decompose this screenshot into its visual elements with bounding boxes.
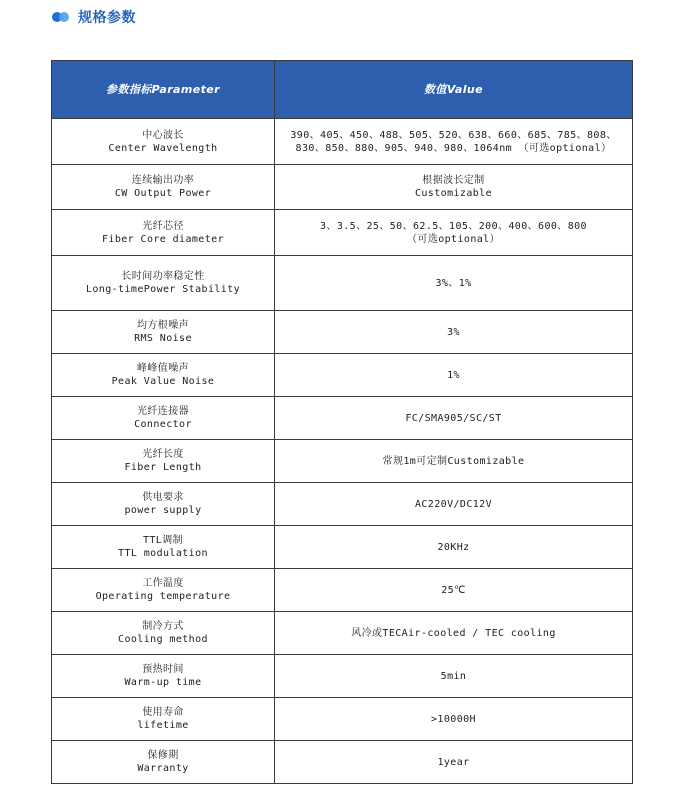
table-row [52, 741, 633, 784]
parameter-name-en: Center Wavelength [108, 142, 218, 154]
parameter-name-en: Fiber Length [124, 462, 202, 473]
parameter-name-cn: 工作温度 [142, 578, 184, 589]
table-row [52, 210, 633, 256]
parameter-name-cn: 均方根噪声 [137, 320, 189, 331]
parameter-name-en: Warranty [137, 763, 189, 774]
value-cell: 根据波长定制 Customizable [275, 165, 633, 210]
table-row [52, 119, 633, 165]
parameter-cell [52, 354, 275, 397]
parameter-name-cn: 供电要求 [142, 492, 184, 503]
parameter-name-en: CW Output Power [114, 188, 212, 199]
parameter-name-cn: TTL调制 [142, 535, 184, 546]
value-cell: 3% [275, 311, 633, 354]
table-row [52, 569, 633, 612]
parameter-cell [52, 119, 275, 165]
header-parameter: 参数指标Parameter [52, 61, 275, 119]
table-row [52, 354, 633, 397]
parameter-name-cn: 峰峰值噪声 [137, 363, 189, 374]
parameter-name-en: Long-timePower Stability [85, 284, 241, 295]
value-cell: 常规1m可定制Customizable [275, 440, 633, 483]
parameter-name-cn: 中心波长 [142, 129, 184, 141]
value-cell: 风冷或TECAir-cooled / TEC cooling [275, 612, 633, 655]
parameter-cell [52, 165, 275, 210]
parameter-cell [52, 612, 275, 655]
parameter-cell [52, 210, 275, 256]
table-row [52, 165, 633, 210]
parameter-cell [52, 569, 275, 612]
parameter-name-en: Fiber Core diameter [102, 233, 224, 245]
table-header-row [52, 61, 633, 119]
parameter-name-en: Warm-up time [124, 677, 202, 688]
value-cell: 3%、1% [275, 256, 633, 311]
parameter-cell [52, 256, 275, 311]
table-row [52, 440, 633, 483]
spec-table-body [52, 119, 633, 784]
table-row [52, 397, 633, 440]
parameter-name-cn: 光纤长度 [142, 449, 184, 460]
parameter-cell [52, 698, 275, 741]
section-title: 规格参数 [78, 10, 136, 26]
double-dot-bullet-icon [52, 11, 72, 23]
table-row [52, 655, 633, 698]
value-cell: >10000H [275, 698, 633, 741]
value-cell: FC/SMA905/SC/ST [275, 397, 633, 440]
parameter-cell [52, 741, 275, 784]
value-cell: 25℃ [275, 569, 633, 612]
table-row [52, 698, 633, 741]
parameter-cell [52, 526, 275, 569]
parameter-name-en: RMS Noise [134, 333, 192, 344]
parameter-cell [52, 655, 275, 698]
spec-table [51, 60, 633, 784]
parameter-name-en: Operating temperature [95, 591, 231, 602]
parameter-name-cn: 光纤芯径 [142, 220, 184, 232]
parameter-cell [52, 483, 275, 526]
parameter-name-en: Connector [134, 419, 192, 430]
parameter-cell [52, 311, 275, 354]
value-cell: 390、405、450、488、505、520、638、660、685、785、808、 830、850、880、905、940、980、1064nm （可选optional） [275, 119, 633, 165]
parameter-name-en: Peak Value Noise [111, 376, 215, 387]
parameter-cell [52, 397, 275, 440]
parameter-name-cn: 预热时间 [142, 664, 184, 675]
parameter-name-cn: 使用寿命 [142, 707, 184, 718]
table-row [52, 256, 633, 311]
parameter-name-cn: 连续输出功率 [131, 175, 195, 186]
value-cell: 5min [275, 655, 633, 698]
value-cell: 20KHz [275, 526, 633, 569]
table-row [52, 612, 633, 655]
value-cell: 1year [275, 741, 633, 784]
section-header [52, 6, 136, 28]
parameter-name-cn: 制冷方式 [142, 621, 184, 632]
parameter-name-en: Cooling method [118, 634, 208, 645]
parameter-name-en: TTL modulation [118, 548, 208, 559]
parameter-name-cn: 保修期 [147, 750, 179, 761]
value-cell: AC220V/DC12V [275, 483, 633, 526]
parameter-name-cn: 光纤连接器 [137, 406, 189, 417]
table-row [52, 526, 633, 569]
table-row [52, 483, 633, 526]
value-cell: 1% [275, 354, 633, 397]
parameter-cell [52, 440, 275, 483]
value-cell: 3、3.5、25、50、62.5、105、200、400、600、800 （可选optional） [275, 210, 633, 256]
parameter-name-en: power supply [124, 505, 202, 516]
parameter-name-cn: 长时间功率稳定性 [121, 271, 205, 282]
table-row [52, 311, 633, 354]
parameter-name-en: lifetime [137, 720, 189, 731]
header-value: 数值Value [275, 61, 633, 119]
